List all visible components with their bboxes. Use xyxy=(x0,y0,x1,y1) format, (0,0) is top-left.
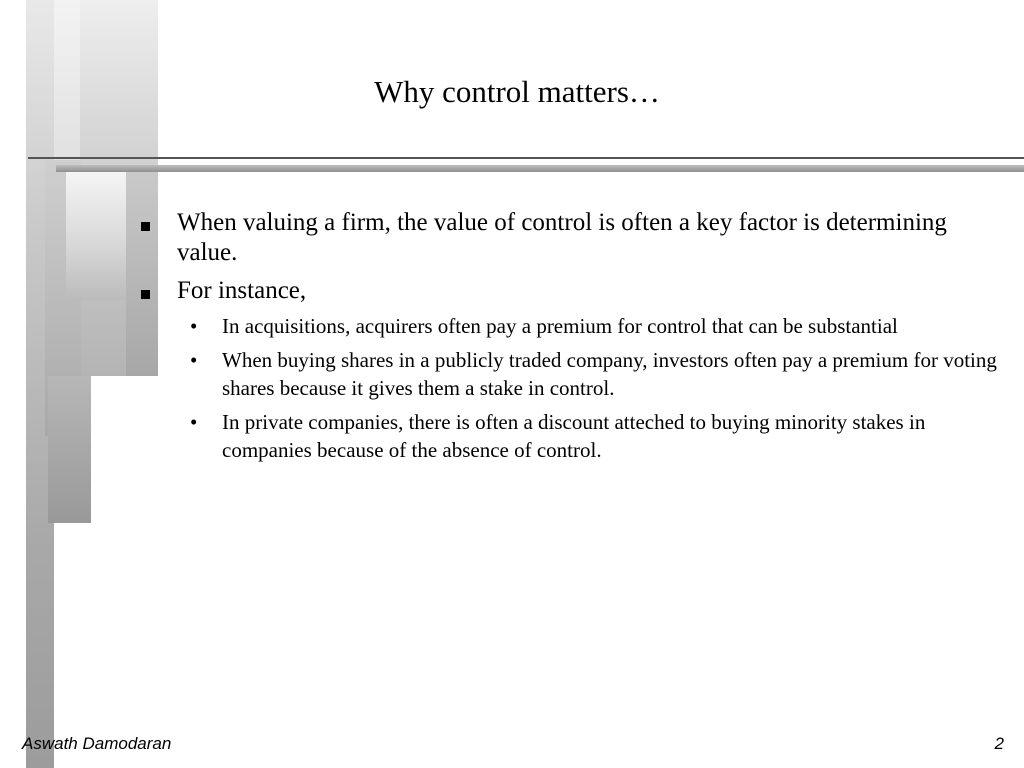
bullet-text: For instance, xyxy=(177,277,307,304)
bullet-item xyxy=(138,276,998,306)
square-bullet-icon xyxy=(141,222,150,231)
sub-bullet-text: In acquisitions, acquirers often pay a premium for control that can be substantial xyxy=(222,314,898,338)
decorative-bar xyxy=(66,172,126,300)
footer-author: Aswath Damodaran xyxy=(22,734,172,753)
slide-title: Why control matters… xyxy=(374,74,660,109)
decorative-bar xyxy=(48,376,91,523)
slide-body xyxy=(138,208,998,470)
title-divider-shadow xyxy=(56,165,1024,172)
dot-bullet-icon: • xyxy=(190,410,198,434)
sub-bullet-item xyxy=(138,408,998,464)
sub-bullet-item xyxy=(138,346,998,402)
sub-bullet-text: When buying shares in a publicly traded company, investors often pay a premium for voting shares because it gives them a stake in control. xyxy=(222,348,997,400)
bullet-item xyxy=(138,208,998,268)
sub-bullet-item xyxy=(138,312,998,340)
sub-bullet-text: In private companies, there is often a discount atteched to buying minority stakes in companies because of the absence of control. xyxy=(222,410,926,462)
dot-bullet-icon: • xyxy=(190,348,198,372)
square-bullet-icon xyxy=(141,290,150,299)
page-number: 2 xyxy=(994,734,1004,753)
sub-bullet-list xyxy=(138,312,998,464)
bullet-text: When valuing a firm, the value of control is often a key factor is determining value. xyxy=(177,209,947,266)
dot-bullet-icon: • xyxy=(190,314,198,338)
title-divider xyxy=(28,157,1024,159)
